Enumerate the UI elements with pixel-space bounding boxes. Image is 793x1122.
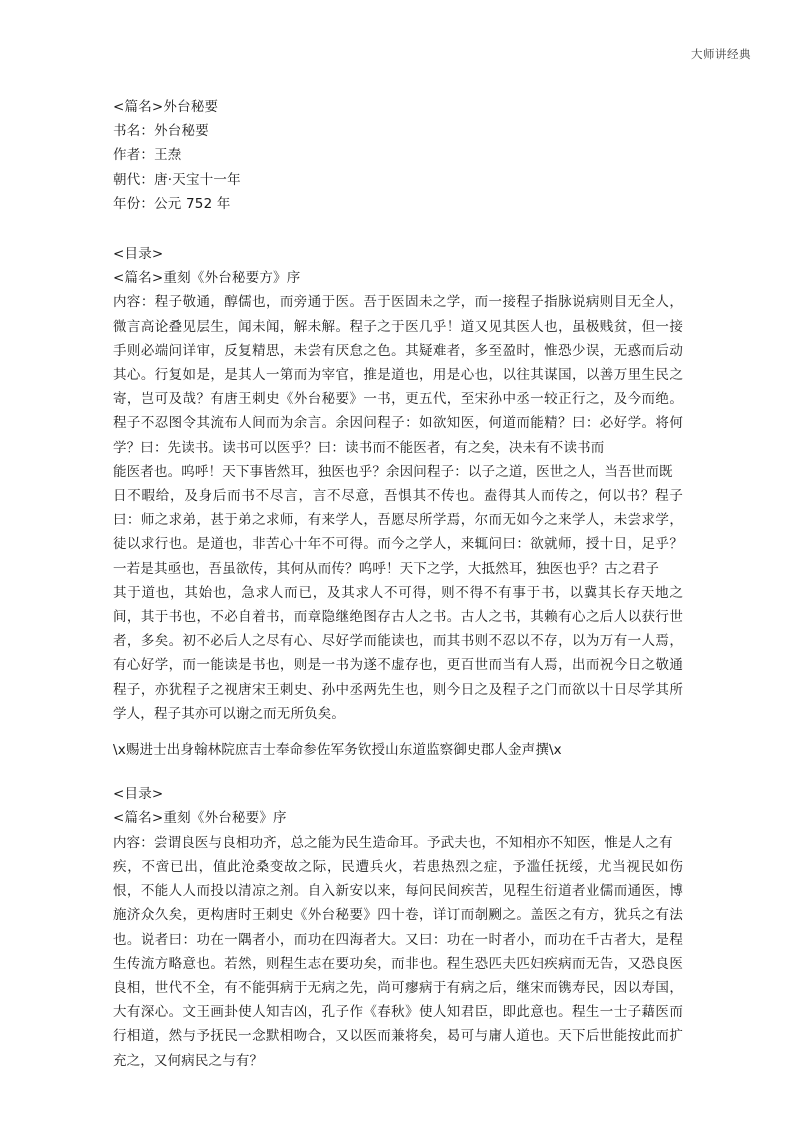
section-spacer <box>113 216 683 242</box>
meta-book-name: 书名：外台秘要 <box>113 123 209 140</box>
body-paragraph: 内容：程子敬通，醇儒也，而旁通于医。吾于医固未之学，而一接程子指脉说病则目无全人，微言高论叠见层生，闻未闻，解未解。程子之于医几乎！道又见其医人也，虽极贱贫，但一接手则必端问详审，反复精思，未尝有厌怠之色。其疑难者，多至盈时，惟恐少误，无惑而后动其心。行复如是，是其人一第而为宰官，推是道也，用是心也，以往其谋国，以善万里生民之寄，岂可及哉？有唐王刺史《外台秘要》一书，更五代，至宋孙中丞一较正行之，及今而绝。程子不忍图令其流布人间而为余言。余因问程子：如欲知医，何道而能精？曰：必好学。将何学？曰：先读书。读书可以医乎？曰：读书而不能医者，有之矣，决未有不读书而 <box>113 294 683 456</box>
book-metadata <box>113 95 683 216</box>
meta-dynasty: 朝代：唐·天宝十一年 <box>113 171 241 188</box>
body-continuation-line: 内容：尝谓良医与良相功齐，总之能为民生造命耳。予武夫也，不知相亦不知医，惟是人之有 <box>113 834 673 851</box>
meta-pian-ming: <篇名>外台秘要 <box>113 99 219 115</box>
toc-marker: <目录> <box>113 786 164 803</box>
meta-author: 作者：王焘 <box>113 147 182 164</box>
running-header: 大师讲经典 <box>691 47 751 61</box>
toc-marker: <目录> <box>113 246 164 263</box>
section-preface-1 <box>113 242 683 762</box>
section-title: <篇名>重刻《外台秘要》序 <box>113 810 287 827</box>
body-paragraph: 日不暇给，及身后而书不尽言，言不尽意，吾惧其不传也。盍得其人而传之，何以书？程子曰：师之求弟，甚于弟之求师，有来学人，吾愿尽所学焉，尔而无如今之来学人，未尝求学，徒以求行也。是道也，非苦心十年不可得。而今之学人，来辄问曰：欲就师，授十日，足乎？一若是其亟也，吾虽欲传，其何从而传？呜呼！天下之学，大抵然耳，独医也乎？古之君子 <box>113 488 683 577</box>
signature-spacer <box>113 726 683 738</box>
document-content <box>113 95 683 1073</box>
body-continuation-line: 能医者也。呜呼！天下事皆然耳，独医也乎？余因问程子：以子之道，医世之人，当吾世而既 <box>113 463 673 480</box>
section-preface-2 <box>113 782 683 1072</box>
section-spacer <box>113 762 683 782</box>
body-paragraph: 其于道也，其始也，急求人而已，及其求人不可得，则不得不有事于书，以冀其长存天地之间，其于书也，不必自着书，而章隐继绝图存古人之书。古人之书，其赖有心之后人以获行世者，多矣。初不必后人之尽有心、尽好学而能读也，而其书则不忍以不存，以为万有一人焉，有心好学，而一能读是书也，则是一书为遂不虚存也，更百世而当有人焉，出而祝今日之敬通程子，亦犹程子之视唐宋王刺史、孙中丞两先生也，则今日之及程子之门而欲以十日尽学其所学人，程子其亦可以谢之而无所负矣。 <box>113 584 683 722</box>
signature-attribution: \x赐进士出身翰林院庶吉士奉命参佐军务钦授山东道监察御史郡人金声撰\x <box>113 742 562 759</box>
section-title: <篇名>重刻《外台秘要方》序 <box>113 270 301 287</box>
body-paragraph: 疾，不啻已出，值此沧桑变故之际，民遭兵火，若患热烈之症，予滥任抚绥，尤当视民如伤恨，不能人人而投以清凉之剂。自入新安以来，每问民间疾苦，见程生衍道者业儒而通医，博施济众久矣，更构唐时王刺史《外台秘要》四十卷，详订而剞劂之。盖医之有方，犹兵之有法也。说者曰：功在一隅者小，而功在四海者大。又曰：功在一时者小，而功在千古者大，是程生传流方略意也。若然，则程生志在要功矣，而非也。程生恐匹夫匹妇疾病而无告，又恐良医良相，世代不全，有不能弭病于无病之先，尚可瘳病于有病之后，继宋而镌寿民，因以寿国，大有深心。文王画卦使人知吉凶，孔子作《春秋》使人知君臣，即此意也。程生一士子藉医而行相道，然与予抚民一念默相吻合，又以医而兼将矣，曷可与庸人道也。天下后世能按此而扩充之，又何病民之与有？ <box>113 858 683 1069</box>
meta-year: 年份：公元 752 年 <box>113 195 231 212</box>
